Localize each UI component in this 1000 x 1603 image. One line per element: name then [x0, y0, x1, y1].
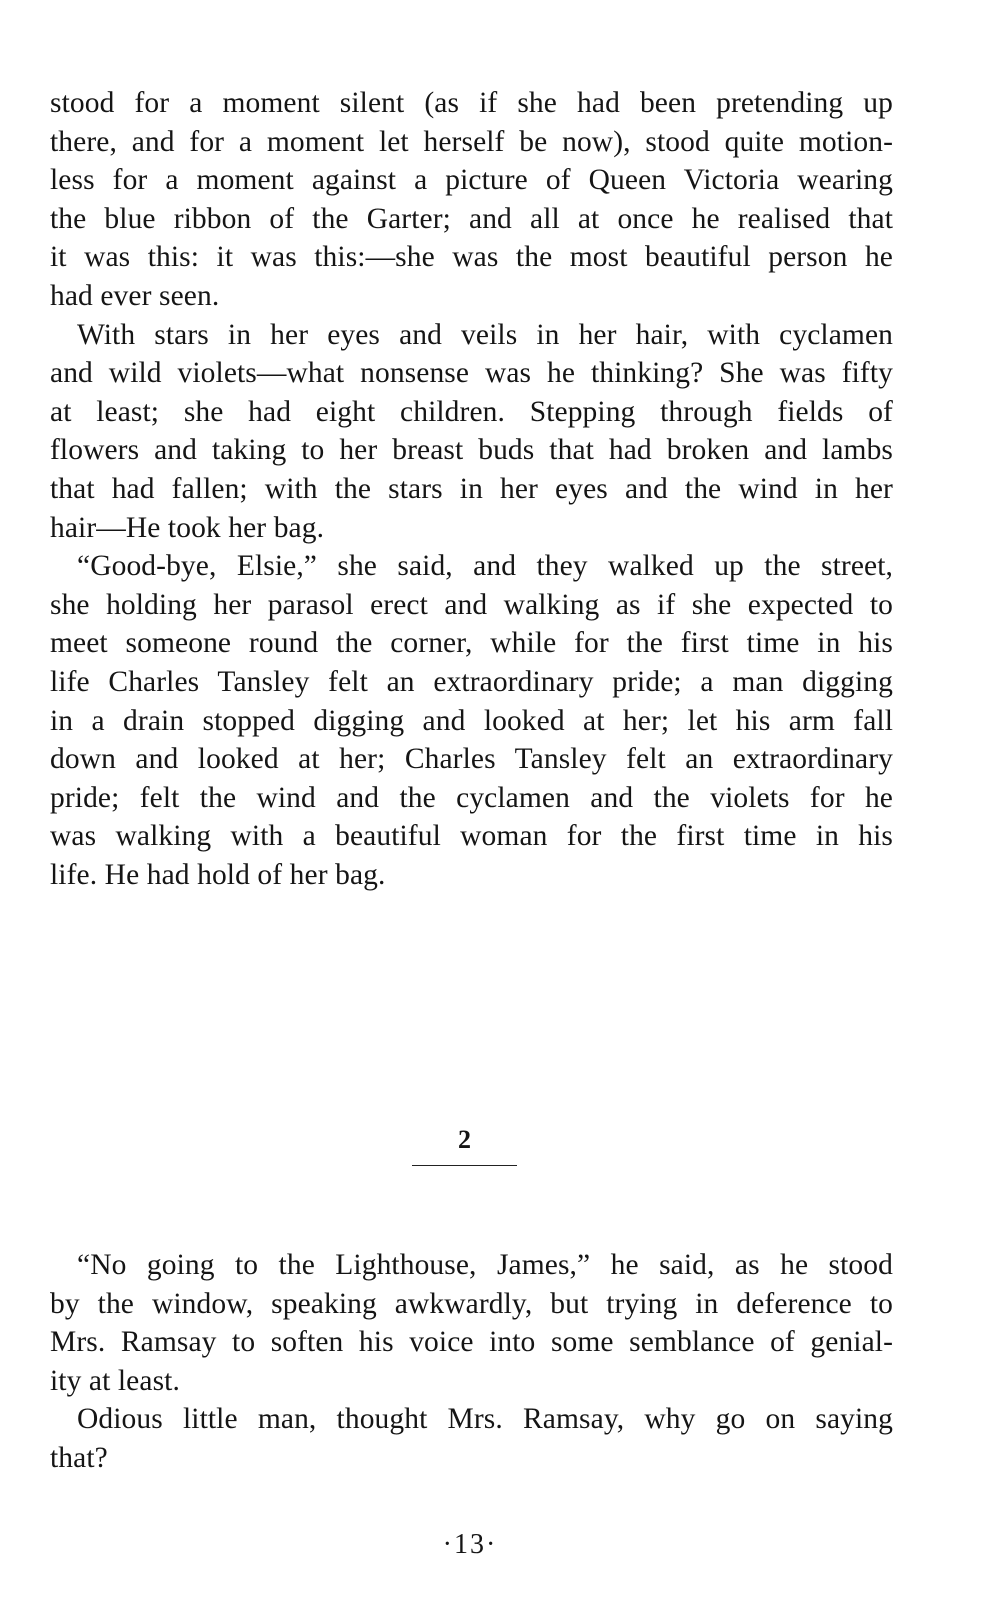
text-line: was walking with a beautiful woman for the first time in his	[50, 820, 893, 853]
text-line: “Good-bye, Elsie,” she said, and they walked up the street,	[77, 550, 893, 583]
text-line: meet someone round the corner, while for the first time in his	[50, 627, 893, 660]
text-line: that?	[50, 1441, 108, 1474]
text-line: she holding her parasol erect and walking as if she expected to	[50, 588, 893, 621]
text-line: life Charles Tansley felt an extraordinary pride; a man digging	[50, 665, 893, 698]
text-line: With stars in her eyes and veils in her hair, with cyclamen	[77, 318, 893, 351]
text-line: that had fallen; with the stars in her eyes and the wind in her	[50, 472, 893, 505]
page-number: ·13·	[442, 1529, 498, 1560]
text-line: and wild violets—what nonsense was he thinking? She was fifty	[50, 357, 893, 390]
text-line: down and looked at her; Charles Tansley felt an extraordinary	[50, 743, 893, 776]
text-line: ity at least.	[50, 1364, 180, 1397]
section-rule	[412, 1165, 517, 1166]
text-block-continued-section	[50, 84, 893, 894]
text-line: the blue ribbon of the Garter; and all at once he realised that	[50, 202, 893, 235]
text-line: stood for a moment silent (as if she had been pretending up	[50, 87, 893, 119]
text-line: life. He had hold of her bag.	[50, 858, 386, 891]
text-line: there, and for a moment let herself be now), stood quite motion-	[50, 125, 893, 158]
text-line: it was this: it was this:—she was the most beautiful person he	[50, 241, 893, 274]
text-line: “No going to the Lighthouse, James,” he said, as he stood	[77, 1249, 893, 1281]
text-line: hair—He took her bag.	[50, 511, 325, 544]
section-number: 2	[458, 1125, 471, 1154]
text-line: flowers and taking to her breast buds that had broken and lambs	[50, 434, 893, 467]
text-line: at least; she had eight children. Stepping through fields of	[50, 395, 893, 428]
text-line: in a drain stopped digging and looked at her; let his arm fall	[50, 704, 893, 737]
text-line: Mrs. Ramsay to soften his voice into some semblance of genial-	[50, 1326, 893, 1359]
text-block-section-2	[50, 1246, 893, 1478]
section-heading	[412, 1125, 517, 1166]
text-line: less for a moment against a picture of Queen Victoria wearing	[50, 164, 893, 197]
text-line: pride; felt the wind and the cyclamen and the violets for he	[50, 781, 893, 814]
text-line: by the window, speaking awkwardly, but trying in deference to	[50, 1287, 893, 1320]
text-line: had ever seen.	[50, 279, 220, 312]
text-line: Odious little man, thought Mrs. Ramsay, why go on saying	[77, 1403, 893, 1436]
